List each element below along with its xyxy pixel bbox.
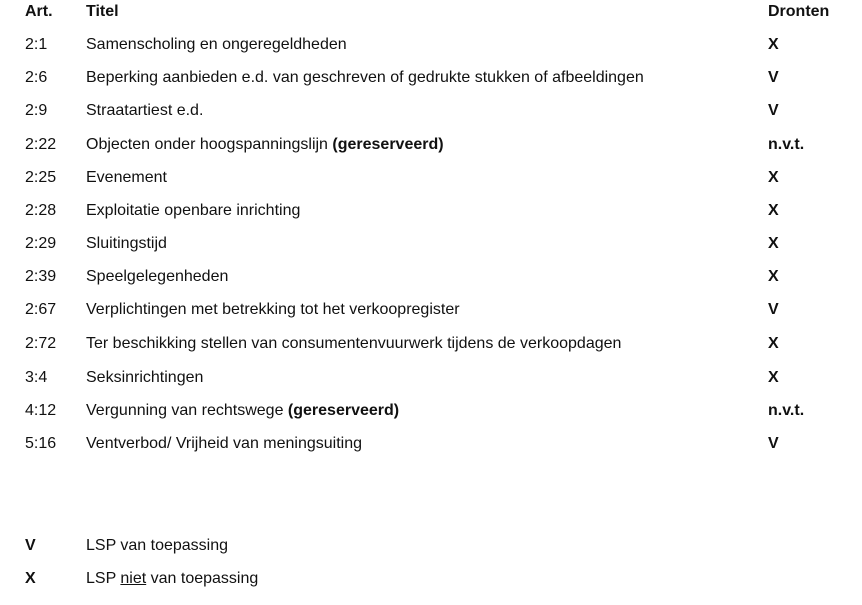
row-title: Verplichtingen met betrekking tot het verkoopregister (86, 301, 460, 318)
row-dronten: V (768, 69, 779, 86)
legend-text-x: LSP niet van toepassing (86, 570, 259, 587)
row-title: Ventverbod/ Vrijheid van meningsuiting (86, 435, 363, 452)
table-row (0, 293, 862, 326)
row-art: 2:25 (25, 169, 57, 186)
row-title: Beperking aanbieden e.d. van geschreven of gedrukte stukken of afbeeldingen (86, 69, 644, 86)
row-art: 2:6 (25, 69, 48, 86)
table-row (0, 128, 862, 161)
row-art: 2:67 (25, 301, 57, 318)
row-art: 2:29 (25, 235, 57, 252)
table-row (0, 94, 862, 127)
row-dronten: X (768, 202, 779, 219)
header-dronten: Dronten (768, 3, 830, 20)
table-row (0, 227, 862, 260)
legend-key-x: X (25, 570, 36, 587)
row-title: Vergunning van rechtswege (gereserveerd) (86, 402, 400, 419)
row-title: Objecten onder hoogspanningslijn (gereserveerd) (86, 136, 444, 153)
row-dronten: n.v.t. (768, 402, 805, 419)
row-dronten: X (768, 268, 779, 285)
table-row (0, 260, 862, 293)
row-art: 2:72 (25, 335, 57, 352)
row-title: Straatartiest e.d. (86, 102, 204, 119)
row-dronten: V (768, 435, 779, 452)
legend-key-v: V (25, 537, 36, 554)
row-art: 2:39 (25, 268, 57, 285)
legend-item-v (0, 529, 862, 562)
row-title: Evenement (86, 169, 167, 186)
row-art: 2:28 (25, 202, 57, 219)
table-row (0, 327, 862, 360)
row-art: 3:4 (25, 369, 48, 386)
table-row (0, 361, 862, 394)
table-row (0, 194, 862, 227)
row-dronten: V (768, 102, 779, 119)
header-title: Titel (86, 3, 119, 20)
table-row (0, 394, 862, 427)
row-dronten: X (768, 335, 779, 352)
row-title: Sluitingstijd (86, 235, 167, 252)
header-art: Art. (25, 3, 53, 20)
row-title: Ter beschikking stellen van consumentenvuurwerk tijdens de verkoopdagen (86, 335, 622, 352)
row-art: 2:9 (25, 102, 48, 119)
row-title: Samenscholing en ongeregeldheden (86, 36, 347, 53)
row-title: Speelgelegenheden (86, 268, 229, 285)
row-dronten: X (768, 369, 779, 386)
row-title: Exploitatie openbare inrichting (86, 202, 301, 219)
row-art: 2:22 (25, 136, 57, 153)
row-art: 2:1 (25, 36, 48, 53)
row-dronten: X (768, 36, 779, 53)
row-dronten: X (768, 169, 779, 186)
row-title: Seksinrichtingen (86, 369, 204, 386)
row-art: 4:12 (25, 402, 57, 419)
table-row (0, 427, 862, 460)
row-dronten: X (768, 235, 779, 252)
row-art: 5:16 (25, 435, 57, 452)
legend-text-v: LSP van toepassing (86, 537, 229, 554)
row-dronten: n.v.t. (768, 136, 805, 153)
legend-underlined-word: niet (120, 570, 147, 587)
row-dronten: V (768, 301, 779, 318)
table-row (0, 61, 862, 94)
table-row (0, 161, 862, 194)
legend-item-x (0, 562, 862, 595)
table-header (0, 0, 862, 28)
table-row (0, 28, 862, 61)
